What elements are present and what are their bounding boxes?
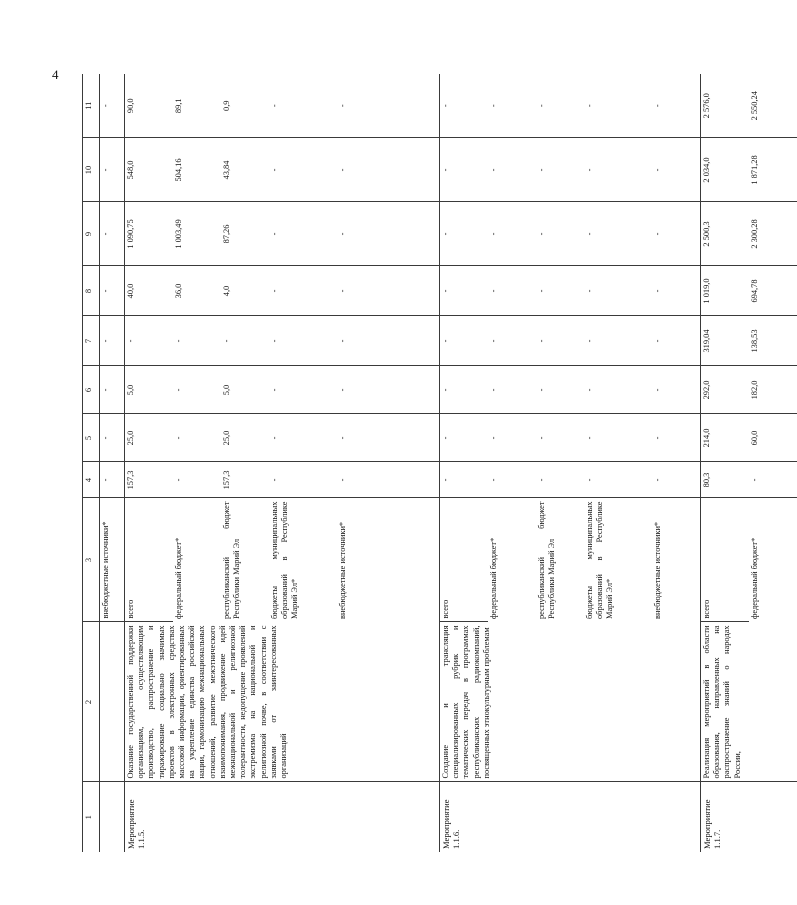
value-cell: - [440,138,489,202]
value-cell: - [269,202,337,266]
value-cell: - [440,202,489,266]
table-row [440,74,489,852]
value-cell: 60,0 [749,414,797,462]
table-row [125,74,174,852]
value-cell: - [440,316,489,366]
value-cell: 80,3 [701,462,750,498]
value-cell: 2 034,0 [701,138,750,202]
funding-source-cell: республиканский бюджет Республики Марий Эл [222,501,242,619]
value-cell: 548,0 [125,138,174,202]
value-cell: - [269,414,337,462]
continued-code-cell [100,782,125,852]
source-cell: внебюджетные источники* [100,498,125,622]
value-cell: 90,0 [125,74,174,138]
value-cell: - [488,138,536,202]
column-header-11: 11 [83,74,100,138]
value-cell: - [488,414,536,462]
value-cell: 89,1 [173,74,221,138]
table-row [701,74,750,852]
value-cell: - [337,414,440,462]
value-cell: - [536,74,584,138]
value-cell: - [652,462,701,498]
value-cell: 292,0 [701,366,750,414]
column-header-7: 7 [83,316,100,366]
value-cell: - [652,316,701,366]
funding-source-cell: республиканский бюджет Республики Марий Эл [537,501,557,619]
value-cell: 214,0 [701,414,750,462]
value-cell: - [652,366,701,414]
value-cell: 1 871,28 [749,138,797,202]
measure-code-cell: Мероприятие 1.1.7. [701,782,797,852]
measure-description-cell: Реализация мероприятий в области образования, направленных на распространение знаний о народах России, [701,622,797,782]
value-cell: - [536,202,584,266]
measure-code-cell: Мероприятие 1.1.5. [125,782,440,852]
funding-source-cell: федеральный бюджет* [750,537,759,619]
value-cell: - [125,316,174,366]
value-cell: - [652,202,701,266]
column-header-3: 3 [83,498,100,622]
value-cell: - [652,138,701,202]
funding-source-cell: всего [125,498,174,622]
value-cell: - [488,366,536,414]
value-cell: - [536,462,584,498]
value-cell: - [584,316,652,366]
value-cell: 87,26 [221,202,269,266]
budget-table [82,74,797,852]
funding-source-cell: бюджеты муниципальных образований в Республике Марий Эл* [270,501,300,619]
value-cell: 694,78 [749,266,797,316]
value-cell: - [536,366,584,414]
value-cell: - [440,74,489,138]
value-cell: - [536,266,584,316]
funding-source-cell: внебюджетные источники* [653,521,662,619]
value-cell: - [652,414,701,462]
column-header-6: 6 [83,366,100,414]
value-cell: - [100,316,125,366]
value-cell: - [100,414,125,462]
header-row [83,74,100,852]
value-cell: 157,3 [221,462,269,498]
value-cell: 504,16 [173,138,221,202]
measure-description-cell: Создание и трансляция специализированных рубрик и тематических передач в программах республиканских радиокомпаний, посвященных этнокультурным проблемам [440,622,701,782]
funding-source-cell: всего [440,498,489,622]
value-cell: - [488,202,536,266]
value-cell: - [440,266,489,316]
value-cell: - [173,316,221,366]
value-cell: - [337,74,440,138]
value-cell: - [269,74,337,138]
column-header-1: 1 [83,782,100,852]
value-cell: - [536,316,584,366]
value-cell: - [488,266,536,316]
value-cell: 2 550,24 [749,74,797,138]
value-cell: 43,84 [221,138,269,202]
value-cell: 5,0 [221,366,269,414]
value-cell: - [337,316,440,366]
value-cell: - [584,366,652,414]
column-header-8: 8 [83,266,100,316]
value-cell: - [488,74,536,138]
funding-source-cell: бюджеты муниципальных образований в Республике Марий Эл* [585,501,615,619]
value-cell: - [337,266,440,316]
value-cell: 40,0 [125,266,174,316]
column-header-4: 4 [83,462,100,498]
value-cell: - [100,462,125,498]
column-header-5: 5 [83,414,100,462]
value-cell: - [440,462,489,498]
value-cell: 2 576,0 [701,74,750,138]
value-cell: 36,0 [173,266,221,316]
column-header-9: 9 [83,202,100,266]
value-cell: - [337,202,440,266]
value-cell: - [488,462,536,498]
value-cell: - [269,316,337,366]
value-cell: 2 300,28 [749,202,797,266]
funding-source-cell: внебюджетные источники* [338,521,347,619]
value-cell: - [100,366,125,414]
value-cell: 25,0 [125,414,174,462]
value-cell: - [488,316,536,366]
value-cell: - [173,462,221,498]
value-cell: 1 090,75 [125,202,174,266]
value-cell: - [749,462,797,498]
value-cell: 1 003,49 [173,202,221,266]
value-cell: 1 019,0 [701,266,750,316]
value-cell: - [100,74,125,138]
value-cell: 5,0 [125,366,174,414]
value-cell: - [584,414,652,462]
value-cell: - [440,414,489,462]
value-cell: - [337,462,440,498]
rotated-table-container [82,74,759,852]
funding-source-cell: федеральный бюджет* [174,537,183,619]
funding-source-cell: всего [701,498,750,622]
column-header-2: 2 [83,622,100,782]
value-cell: - [173,414,221,462]
value-cell: 138,53 [749,316,797,366]
page-number: 4 [52,67,59,82]
value-cell: - [652,266,701,316]
value-cell: 0,9 [221,74,269,138]
value-cell: 182,0 [749,366,797,414]
value-cell: - [584,74,652,138]
value-cell: - [100,202,125,266]
value-cell: 2 500,3 [701,202,750,266]
value-cell: 4,0 [221,266,269,316]
value-cell: - [269,138,337,202]
continued-description-cell [100,622,125,782]
value-cell: - [100,266,125,316]
value-cell: - [269,366,337,414]
value-cell: - [584,202,652,266]
value-cell: - [536,138,584,202]
value-cell: - [536,414,584,462]
value-cell: - [269,266,337,316]
value-cell: - [100,138,125,202]
measure-description-cell: Оказание государственной поддержки организациям, осуществляющим производство, распространение и тиражирование социально значимых проектов в электронных средствах массовой информации, ориентированных на укрепление единства российской нации, гармонизацию межнациональных отношений, развитие межэтнического взаимопонимания, продвижение идей межнациональной и религиозной толерантности, недопущение проявлений экстремизма на национальной и религиозной почве, в соответствии с заявками от заинтересованных организаций [125,622,440,782]
value-cell: - [440,366,489,414]
value-cell: - [269,462,337,498]
measure-code-cell: Мероприятие 1.1.6. [440,782,701,852]
continued-row [100,74,125,852]
value-cell: 319,04 [701,316,750,366]
value-cell: - [584,138,652,202]
value-cell: - [337,366,440,414]
value-cell: - [652,74,701,138]
value-cell: - [221,316,269,366]
funding-source-cell: федеральный бюджет* [489,537,498,619]
value-cell: - [584,266,652,316]
value-cell: - [584,462,652,498]
value-cell: 157,3 [125,462,174,498]
value-cell: - [337,138,440,202]
value-cell: 25,0 [221,414,269,462]
column-header-10: 10 [83,138,100,202]
value-cell: - [173,366,221,414]
